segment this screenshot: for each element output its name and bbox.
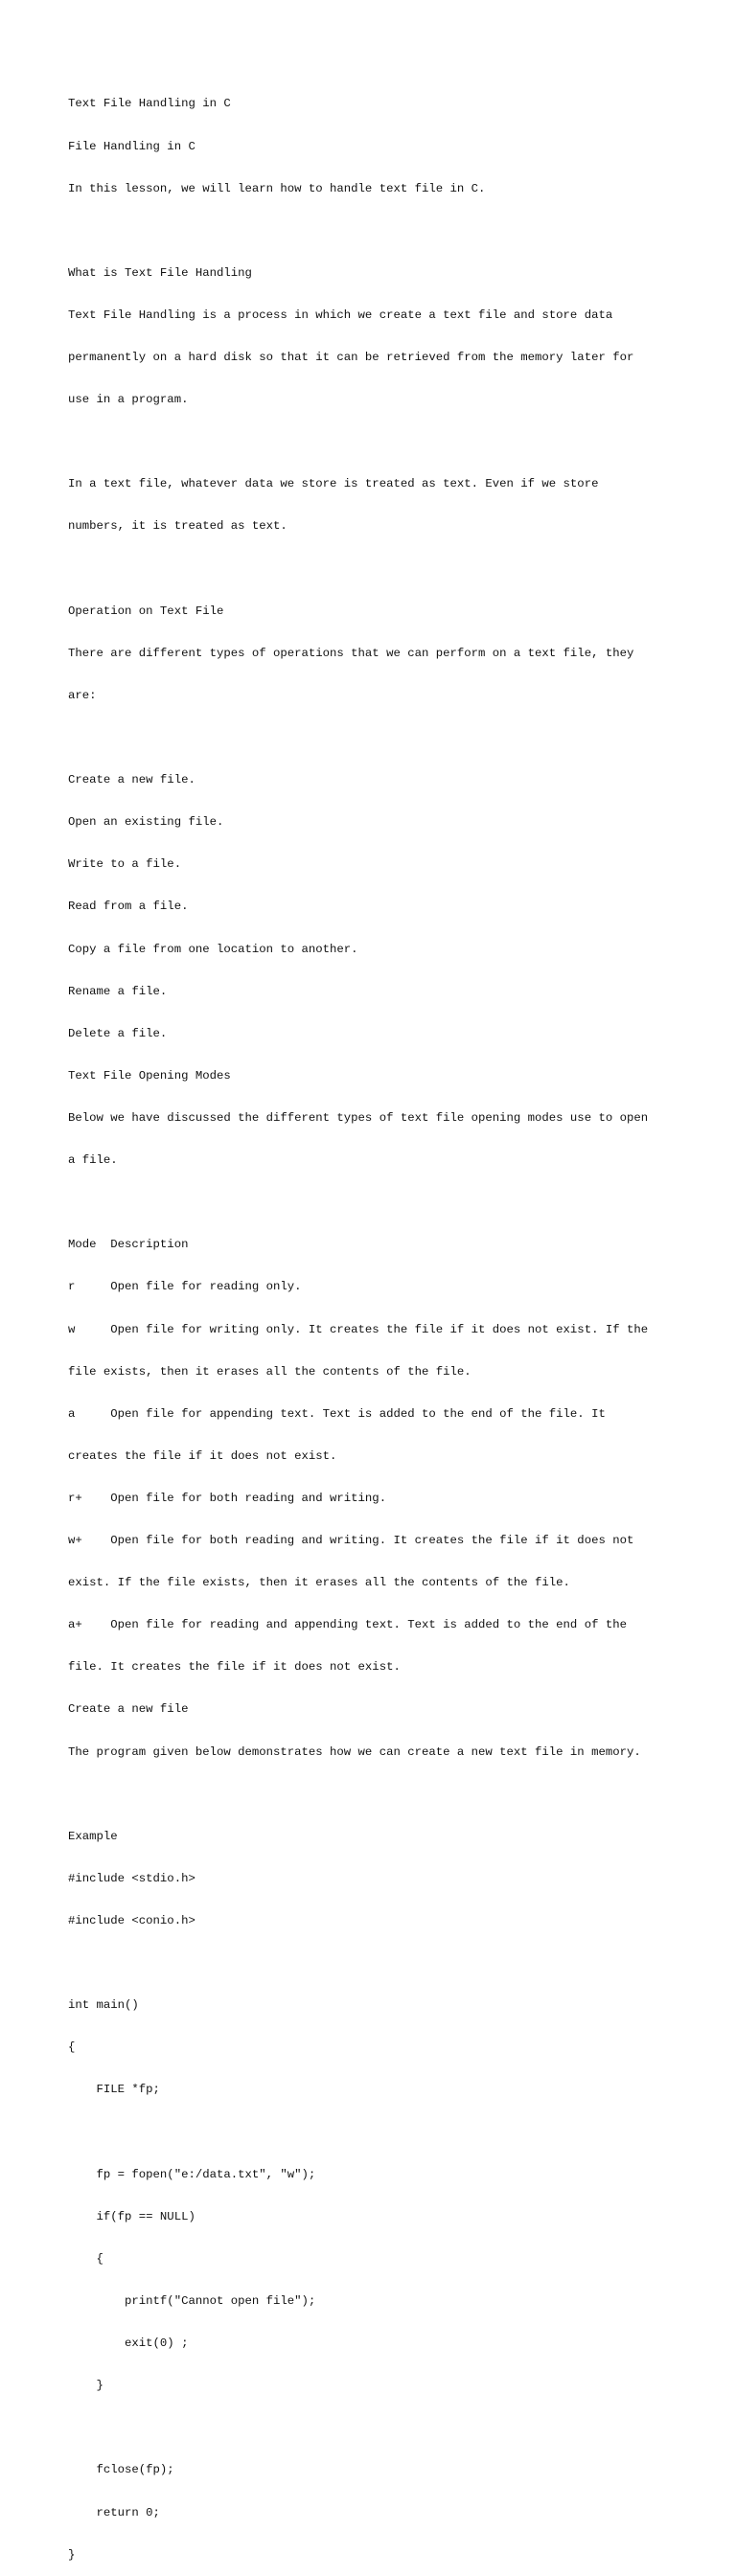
text-line: exist. If the file exists, then it erases all the contents of the file. <box>68 1576 570 1590</box>
text-line: if(fp == NULL) <box>68 2209 196 2223</box>
text-line: Create a new file. <box>68 773 196 787</box>
text-line: exit(0) ; <box>68 2337 189 2351</box>
text-line: use in a program. <box>68 393 189 407</box>
text-line: Read from a file. <box>68 900 189 914</box>
text-line: } <box>68 2547 76 2562</box>
text-line: Mode Description <box>68 1238 189 1252</box>
text-line: file exists, then it erases all the contents of the file. <box>68 1364 472 1379</box>
text-line: { <box>68 2040 76 2055</box>
text-line: Example <box>68 1829 118 1843</box>
text-line <box>68 435 681 449</box>
text-line: a Open file for appending text. Text is added to the end of the file. It <box>68 1406 606 1421</box>
text-line <box>68 1956 681 1971</box>
text-line: file. It creates the file if it does not exist. <box>68 1660 401 1675</box>
text-line: Rename a file. <box>68 984 168 998</box>
text-line: are: <box>68 688 97 702</box>
text-line: Open an existing file. <box>68 815 224 830</box>
text-line: fclose(fp); <box>68 2463 174 2477</box>
text-line: w Open file for writing only. It creates the file if it does not exist. If the <box>68 1322 649 1336</box>
text-line: } <box>68 2379 104 2393</box>
text-line: creates the file if it does not exist. <box>68 1448 337 1463</box>
text-line: Delete a file. <box>68 1026 168 1040</box>
text-line: fp = fopen("e:/data.txt", "w"); <box>68 2167 316 2181</box>
text-line <box>68 731 681 745</box>
text-line <box>68 2126 681 2140</box>
text-line: w+ Open file for both reading and writing. It creates the file if it does not <box>68 1534 634 1548</box>
text-line <box>68 224 681 239</box>
text-line: r Open file for reading only. <box>68 1280 302 1294</box>
text-line <box>68 2421 681 2435</box>
text-line <box>68 562 681 577</box>
text-line: Text File Opening Modes <box>68 1068 231 1083</box>
text-line: { <box>68 2251 104 2266</box>
document-page <box>68 69 681 2576</box>
text-line: What is Text File Handling <box>68 265 252 280</box>
text-line: Text File Handling in C <box>68 97 231 111</box>
text-line <box>68 1196 681 1210</box>
text-line: Create a new file <box>68 1702 189 1717</box>
text-line: r+ Open file for both reading and writing. <box>68 1491 387 1505</box>
text-line: return 0; <box>68 2505 160 2519</box>
text-line: printf("Cannot open file"); <box>68 2293 316 2308</box>
text-line: #include <conio.h> <box>68 1914 196 1928</box>
text-line: a file. <box>68 1153 118 1168</box>
text-line: Text File Handling is a process in which we create a text file and store data <box>68 308 613 322</box>
text-line <box>68 1788 681 1802</box>
text-line: Copy a file from one location to another. <box>68 942 358 956</box>
text-line: Operation on Text File <box>68 604 224 618</box>
text-line: numbers, it is treated as text. <box>68 519 288 534</box>
text-line: a+ Open file for reading and appending text. Text is added to the end of the <box>68 1618 627 1632</box>
text-line: #include <stdio.h> <box>68 1871 196 1885</box>
text-line: FILE *fp; <box>68 2083 160 2097</box>
text-line: Write to a file. <box>68 857 182 872</box>
text-line: There are different types of operations that we can perform on a text file, they <box>68 646 634 660</box>
text-line: Below we have discussed the different types of text file opening modes use to open <box>68 1110 649 1125</box>
text-line: The program given below demonstrates how we can create a new text file in memory. <box>68 1744 641 1759</box>
text-line: In this lesson, we will learn how to handle text file in C. <box>68 181 486 195</box>
text-line: In a text file, whatever data we store is treated as text. Even if we store <box>68 477 599 491</box>
text-line: int main() <box>68 1998 139 2013</box>
text-line: permanently on a hard disk so that it can be retrieved from the memory later for <box>68 351 634 365</box>
text-line: File Handling in C <box>68 139 196 153</box>
